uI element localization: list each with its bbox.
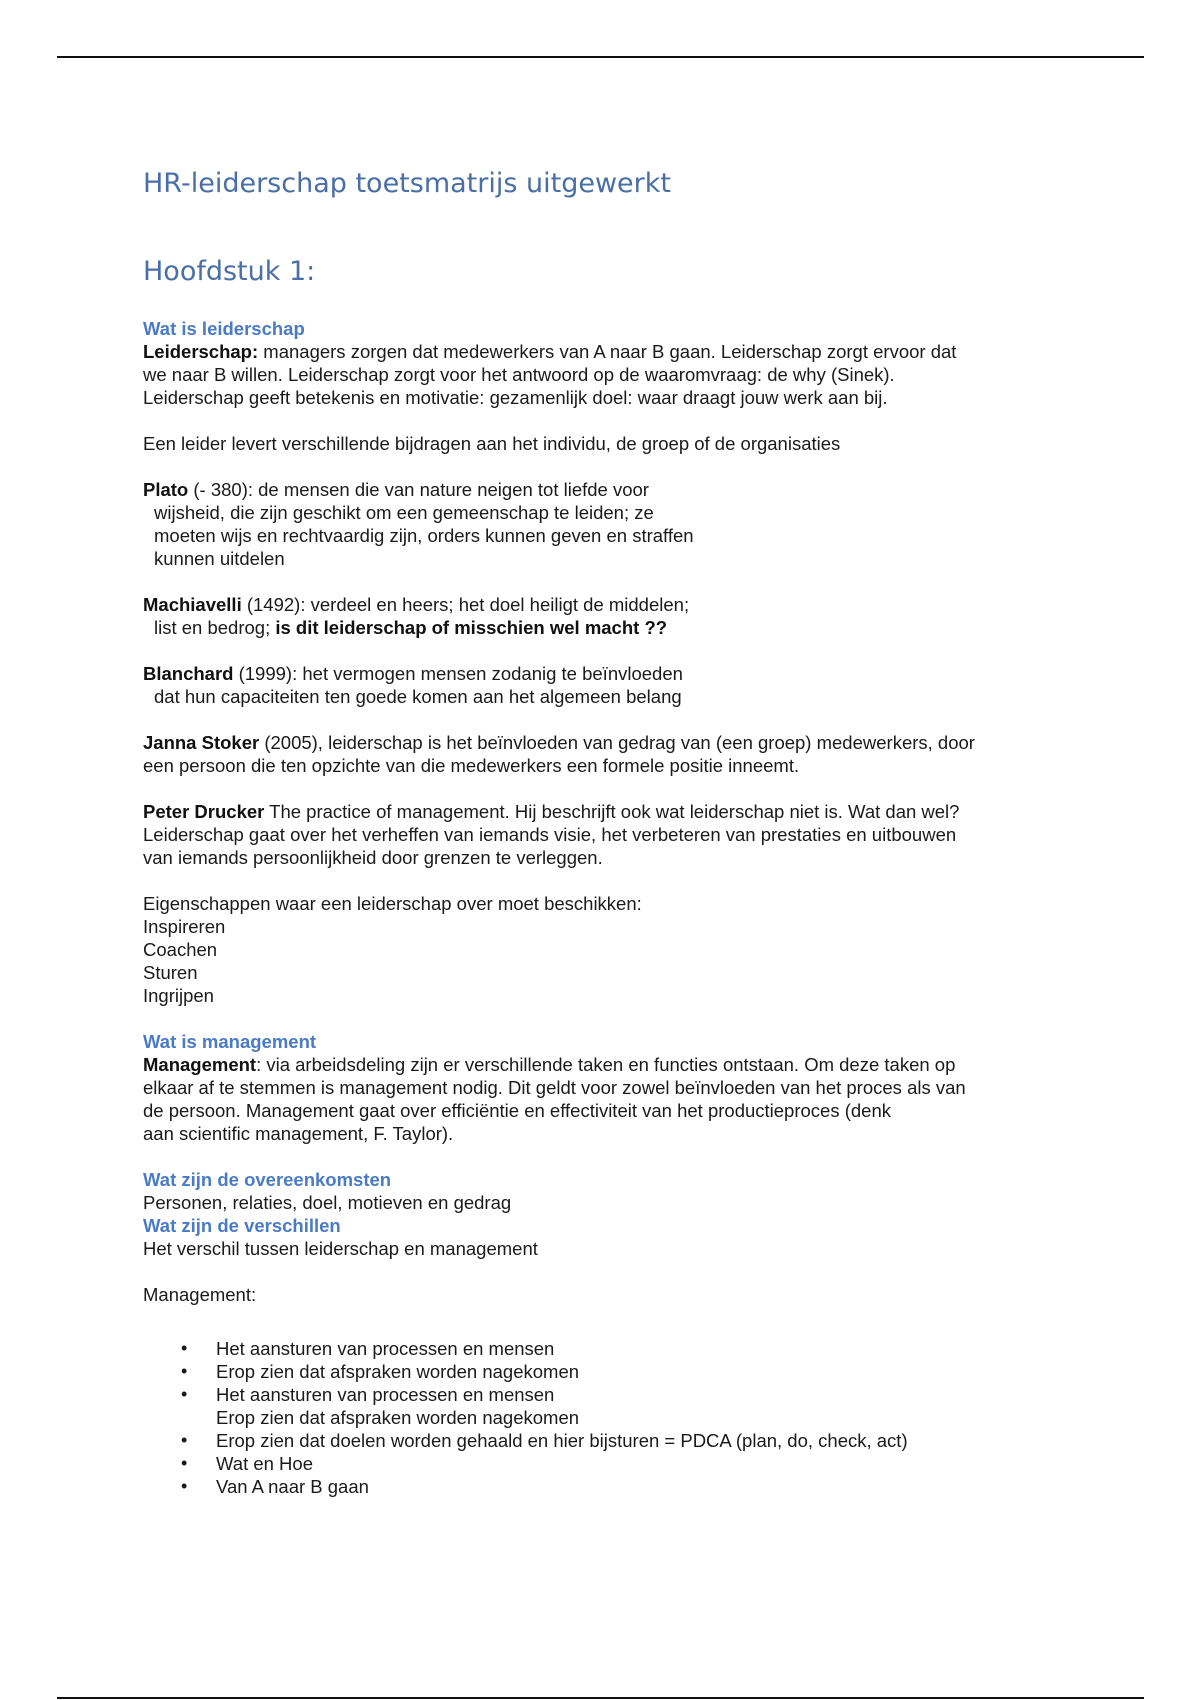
definition-line: elkaar af te stemmen is management nodig. Dit geldt voor zowel beïnvloeden van het proces als van bbox=[143, 1077, 966, 1098]
quote-text: list en bedrog; bbox=[154, 617, 276, 638]
chapter-content bbox=[143, 317, 1103, 1498]
leader-contribution-text: Een leider levert verschillende bijdragen aan het individu, de groep of de organisaties bbox=[143, 433, 841, 454]
trait-item: Ingrijpen bbox=[143, 985, 214, 1006]
author-drucker: Peter Drucker bbox=[143, 801, 265, 822]
verschillen-text: Het verschil tussen leiderschap en management bbox=[143, 1238, 538, 1259]
bullet-icon: • bbox=[181, 1476, 188, 1496]
quote-line: (1999): het vermogen mensen zodanig te beïnvloeden bbox=[233, 663, 683, 684]
definition-line: managers zorgen dat medewerkers van A naar B gaan. Leiderschap zorgt ervoor dat bbox=[258, 341, 957, 362]
list-item-text: Erop zien dat afspraken worden nagekomen bbox=[216, 1361, 580, 1382]
drucker-quote bbox=[143, 800, 1103, 823]
author-plato: Plato bbox=[143, 479, 189, 500]
top-rule bbox=[57, 56, 1144, 58]
list-item bbox=[143, 1337, 1103, 1360]
list-item-text: Wat en Hoe bbox=[216, 1453, 313, 1474]
list-item-text: Erop zien dat doelen worden gehaald en hier bijsturen = PDCA (plan, do, check, act) bbox=[216, 1430, 908, 1451]
trait-item: Inspireren bbox=[143, 916, 226, 937]
list-item bbox=[143, 1452, 1103, 1475]
definition-line: aan scientific management, F. Taylor). bbox=[143, 1123, 454, 1144]
plato-quote bbox=[143, 478, 1103, 501]
quote-line: moeten wijs en rechtvaardig zijn, orders kunnen geven en straffen bbox=[154, 525, 694, 546]
author-blanchard: Blanchard bbox=[143, 663, 234, 684]
list-item bbox=[143, 1360, 1103, 1383]
quote-emphasis: is dit leiderschap of misschien wel macht ?? bbox=[275, 617, 668, 638]
bullet-icon: • bbox=[181, 1361, 188, 1381]
quote-line bbox=[143, 616, 1103, 639]
bullet-icon: • bbox=[181, 1384, 188, 1404]
list-item bbox=[143, 1475, 1103, 1498]
trait-item: Coachen bbox=[143, 939, 218, 960]
quote-line: kunnen uitdelen bbox=[154, 548, 285, 569]
blanchard-quote bbox=[143, 662, 1103, 685]
definition-line: : via arbeidsdeling zijn er verschillende taken en functies ontstaan. Om deze taken op bbox=[256, 1054, 956, 1075]
management-list-label: Management: bbox=[143, 1284, 257, 1305]
author-machiavelli: Machiavelli bbox=[143, 594, 242, 615]
quote-line: dat hun capaciteiten ten goede komen aan het algemeen belang bbox=[154, 686, 682, 707]
machiavelli-quote bbox=[143, 593, 1103, 616]
definition-line: de persoon. Management gaat over efficiëntie en effectiviteit van het productieproces (denk bbox=[143, 1100, 892, 1121]
bottom-rule bbox=[57, 1697, 1144, 1699]
term-management: Management bbox=[143, 1054, 257, 1075]
heading-verschillen: Wat zijn de verschillen bbox=[143, 1215, 341, 1236]
quote-line: van iemands persoonlijkheid door grenzen te verleggen. bbox=[143, 847, 603, 868]
definition-line: Leiderschap geeft betekenis en motivatie: gezamenlijk doel: waar draagt jouw werk aan bij. bbox=[143, 387, 888, 408]
quote-line: Leiderschap gaat over het verheffen van iemands visie, het verbeteren van prestaties en uitbouwen bbox=[143, 824, 957, 845]
heading-wat-is-leiderschap: Wat is leiderschap bbox=[143, 318, 305, 339]
list-item-text: Van A naar B gaan bbox=[216, 1476, 369, 1497]
author-stoker: Janna Stoker bbox=[143, 732, 260, 753]
leiderschap-definition bbox=[143, 340, 1103, 363]
list-item-text: Het aansturen van processen en mensen bbox=[216, 1384, 555, 1405]
overeenkomsten-text: Personen, relaties, doel, motieven en gedrag bbox=[143, 1192, 512, 1213]
quote-line: (1492): verdeel en heers; het doel heiligt de middelen; bbox=[241, 594, 690, 615]
management-definition bbox=[143, 1053, 1103, 1076]
heading-wat-is-management: Wat is management bbox=[143, 1031, 317, 1052]
list-item-continuation: Erop zien dat afspraken worden nagekomen bbox=[216, 1407, 580, 1428]
bullet-icon: • bbox=[181, 1430, 188, 1450]
quote-line: wijsheid, die zijn geschikt om een gemeenschap te leiden; ze bbox=[154, 502, 654, 523]
quote-line: (2005), leiderschap is het beïnvloeden van gedrag van (een groep) medewerkers, door bbox=[259, 732, 975, 753]
trait-item: Sturen bbox=[143, 962, 198, 983]
traits-intro: Eigenschappen waar een leiderschap over moet beschikken: bbox=[143, 893, 642, 914]
bullet-icon: • bbox=[181, 1338, 188, 1358]
quote-line: (- 380): de mensen die van nature neigen tot liefde voor bbox=[188, 479, 649, 500]
quote-line: een persoon die ten opzichte van die medewerkers een formele positie inneemt. bbox=[143, 755, 800, 776]
definition-line: we naar B willen. Leiderschap zorgt voor het antwoord op de waaromvraag: de why (Sinek). bbox=[143, 364, 895, 385]
term-leiderschap: Leiderschap: bbox=[143, 341, 259, 362]
chapter-heading: Hoofdstuk 1: bbox=[143, 256, 316, 287]
list-item bbox=[143, 1429, 1103, 1452]
list-item bbox=[143, 1383, 1103, 1429]
quote-line: The practice of management. Hij beschrijft ook wat leiderschap niet is. Wat dan wel? bbox=[264, 801, 960, 822]
document-title: HR-leiderschap toetsmatrijs uitgewerkt bbox=[143, 168, 671, 199]
stoker-quote bbox=[143, 731, 1103, 754]
bullet-icon: • bbox=[181, 1453, 188, 1473]
list-item-text: Het aansturen van processen en mensen bbox=[216, 1338, 555, 1359]
heading-overeenkomsten: Wat zijn de overeenkomsten bbox=[143, 1169, 392, 1190]
management-bullet-list bbox=[143, 1337, 1103, 1498]
